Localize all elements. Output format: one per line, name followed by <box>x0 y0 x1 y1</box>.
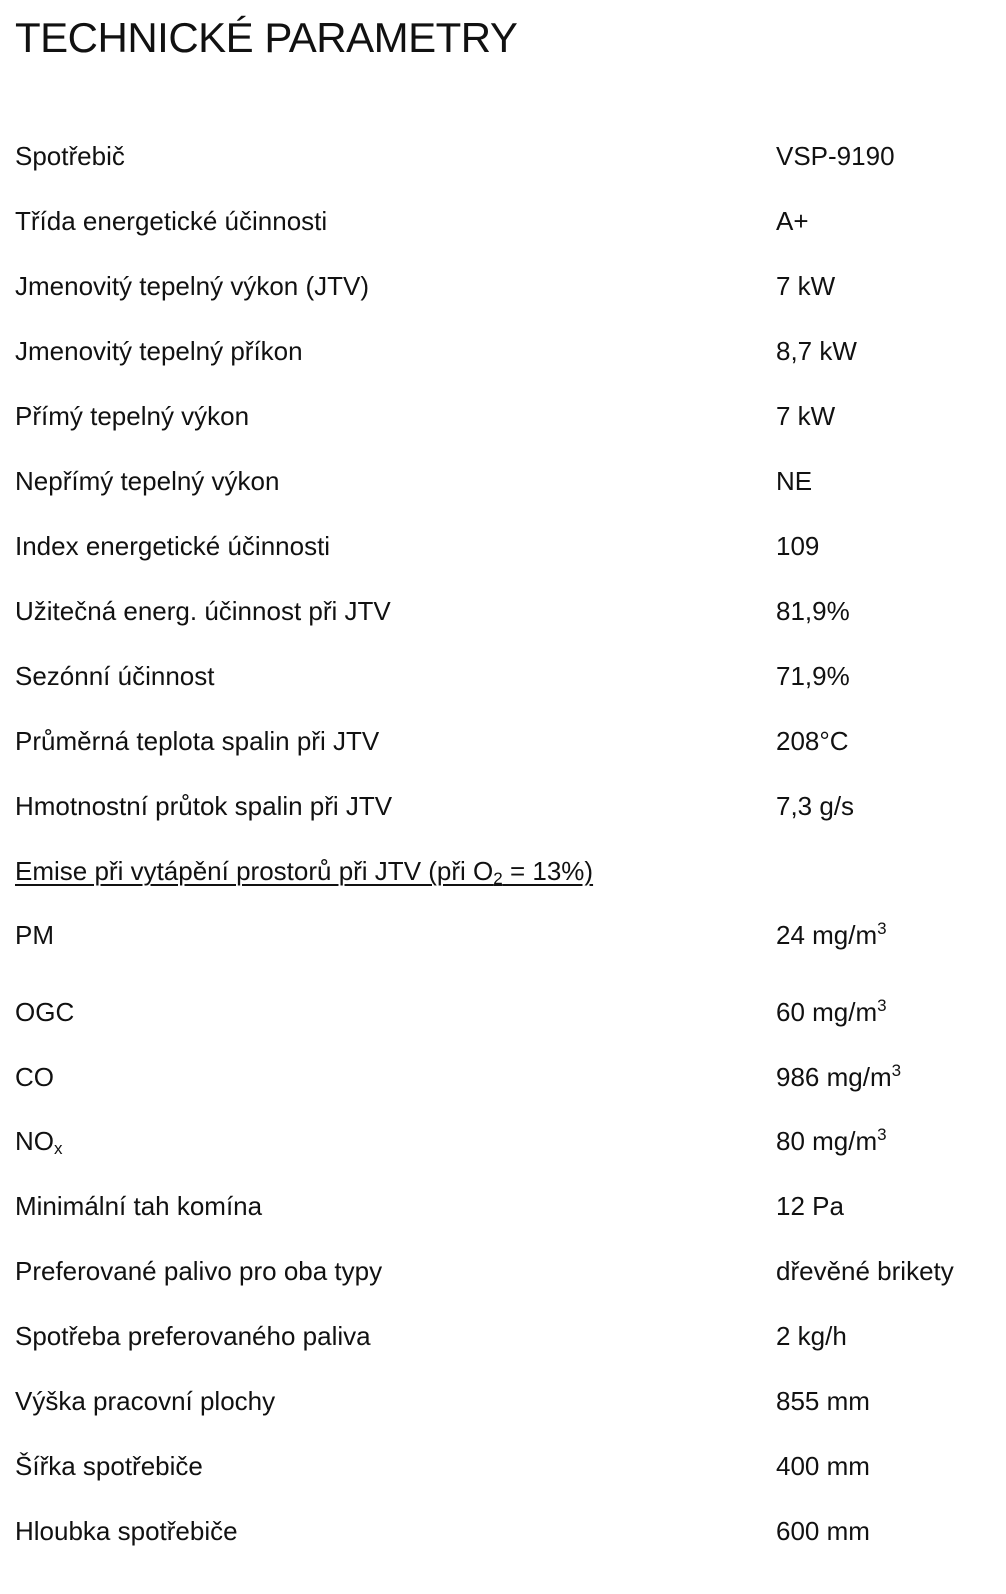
param-label: Třída energetické účinnosti <box>15 206 328 236</box>
param-row <box>0 396 1006 436</box>
param-value: 12 Pa <box>776 1191 844 1221</box>
param-label: Šířka spotřebiče <box>15 1451 203 1481</box>
param-row <box>0 136 1006 176</box>
section-text-end: = 13%) <box>502 856 594 886</box>
param-value: dřevěné brikety <box>776 1256 954 1286</box>
param-row <box>0 266 1006 306</box>
param-value: 7 kW <box>776 271 836 301</box>
param-label: Index energetické účinnosti <box>15 531 331 561</box>
param-value: 8,7 kW <box>776 336 857 366</box>
param-label: Minimální tah komína <box>15 1191 263 1221</box>
emission-value: 60 $mg/m^3$ <box>776 996 887 1027</box>
emission-label: OGC <box>15 997 75 1027</box>
emission-value: 24 $mg/m^3$ <box>776 919 887 950</box>
emission-label: PM <box>15 920 54 950</box>
param-row <box>0 461 1006 501</box>
param-row <box>0 1251 1006 1291</box>
param-label: Průměrná teplota spalin při JTV <box>15 726 380 756</box>
param-row <box>0 786 1006 826</box>
param-label: Užitečná energ. účinnost při JTV <box>15 596 391 626</box>
param-label: Výška pracovní plochy <box>15 1386 276 1416</box>
emission-row <box>0 992 1006 1032</box>
param-value: 2 kg/h <box>776 1321 847 1351</box>
param-label: Jmenovitý tepelný příkon <box>15 336 303 366</box>
param-row <box>0 656 1006 696</box>
param-label: Jmenovitý tepelný výkon (JTV) <box>15 271 370 301</box>
param-label: Přímý tepelný výkon <box>15 401 250 431</box>
param-label: Spotřebič <box>15 141 125 171</box>
param-label: Hmotnostní průtok spalin při JTV <box>15 791 393 821</box>
param-value: 600 mm <box>776 1516 870 1546</box>
param-row <box>0 526 1006 566</box>
param-value: 109 <box>776 531 820 561</box>
emission-row <box>0 915 1006 955</box>
param-value: VSP-9190 <box>776 141 895 171</box>
param-value: 208°C <box>776 726 849 756</box>
emission-value: 986 $mg/m^3$ <box>776 1061 902 1092</box>
param-value: 400 mm <box>776 1451 870 1481</box>
param-value: 855 mm <box>776 1386 870 1416</box>
param-row <box>0 721 1006 761</box>
emission-row <box>0 1121 1006 1161</box>
param-value: 7 kW <box>776 401 836 431</box>
param-row <box>0 1381 1006 1421</box>
param-row <box>0 1446 1006 1486</box>
param-value: 81,9% <box>776 596 850 626</box>
param-value: NE <box>776 466 813 496</box>
param-label: Preferované palivo pro oba typy <box>15 1256 383 1286</box>
param-row <box>0 201 1006 241</box>
emission-value: 80 $mg/m^3$ <box>776 1125 887 1156</box>
param-row <box>0 331 1006 371</box>
param-value: A+ <box>776 206 809 236</box>
emission-label: NOx <box>15 1126 63 1158</box>
page-title: TECHNICKÉ PARAMETRY <box>15 14 518 61</box>
param-row <box>0 1316 1006 1356</box>
param-label: Nepřímý tepelný výkon <box>15 466 280 496</box>
section-subscript: 2 <box>493 869 503 888</box>
param-row <box>0 591 1006 631</box>
param-label: Hloubka spotřebiče <box>15 1516 238 1546</box>
emission-label: CO <box>15 1062 54 1092</box>
param-value: 71,9% <box>776 661 850 691</box>
section-text: Emise při vytápění prostorů při JTV (při O <box>15 856 494 886</box>
param-row <box>0 1186 1006 1226</box>
param-value: 7,3 g/s <box>776 791 855 821</box>
param-row <box>0 1511 1006 1551</box>
emission-row <box>0 1057 1006 1097</box>
param-label: Spotřeba preferovaného paliva <box>15 1321 371 1351</box>
emissions-section-heading <box>15 851 593 895</box>
param-label: Sezónní účinnost <box>15 661 215 691</box>
